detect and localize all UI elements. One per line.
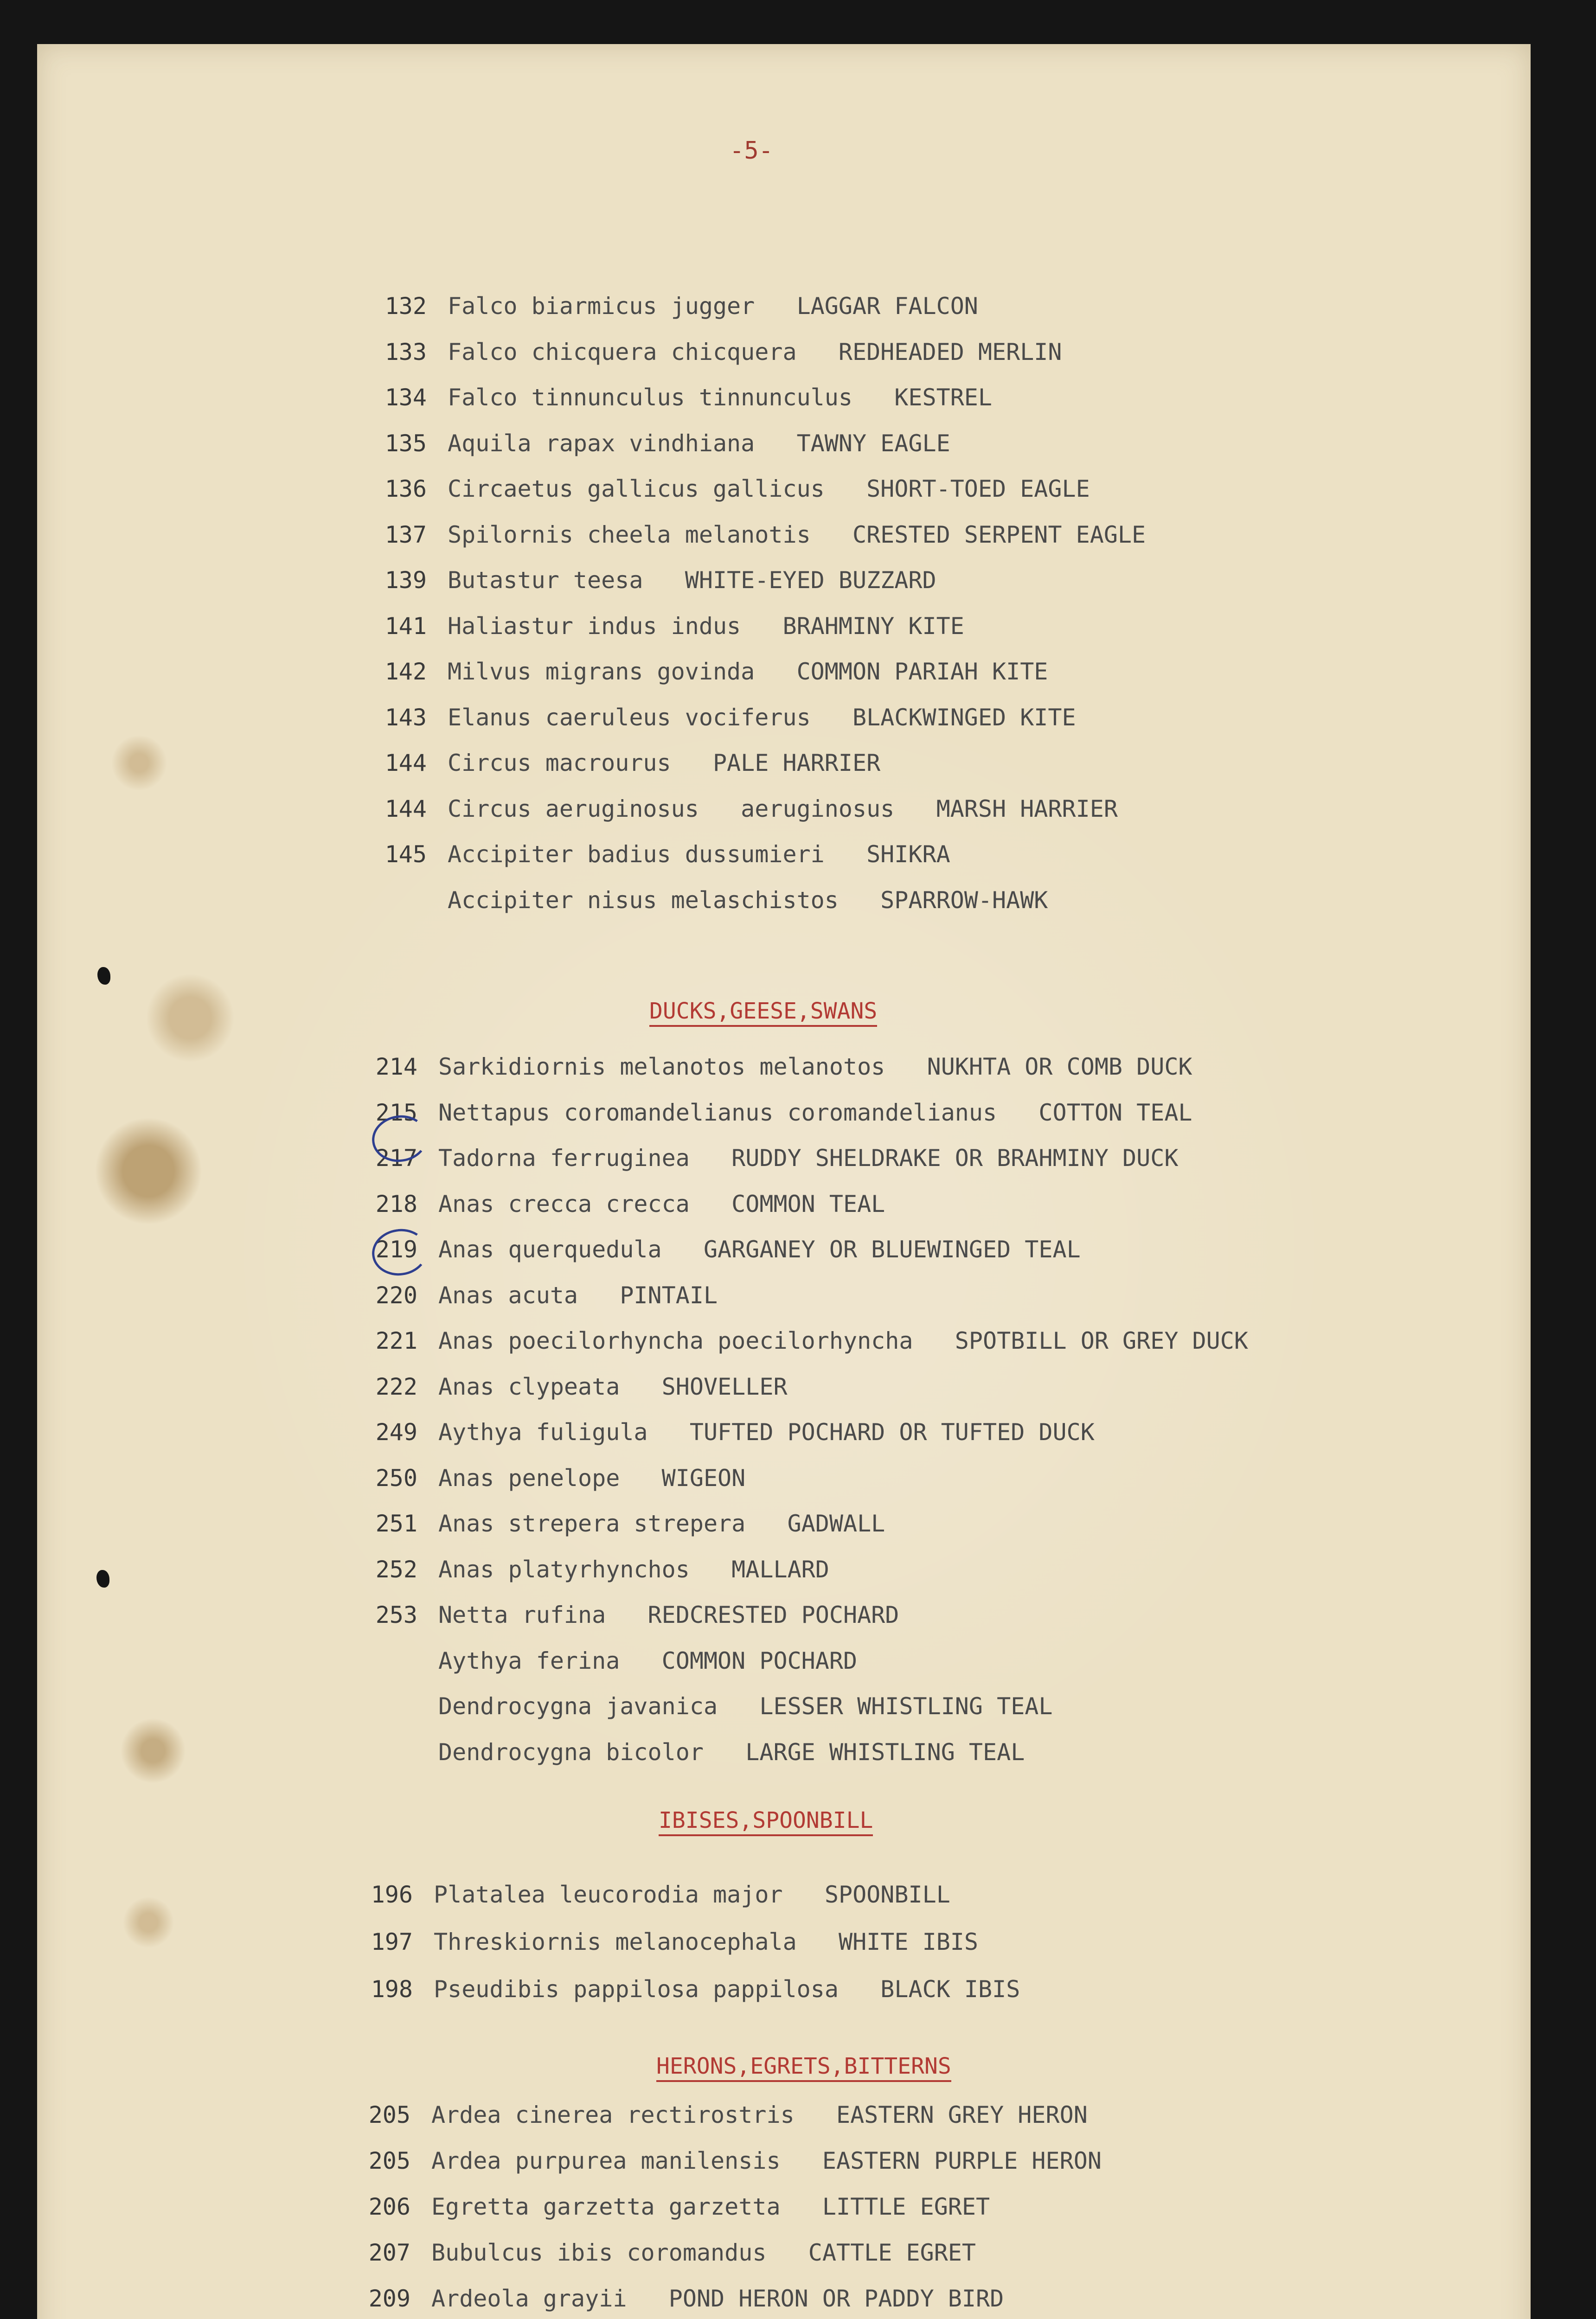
species-number: 251 [375,1510,417,1537]
species-name: Aythya ferina COMMON POCHARD [438,1647,858,1674]
species-name: Circaetus gallicus gallicus SHORT-TOED EAGLE [448,475,1090,502]
paper-hole [96,1570,109,1588]
species-name: Dendrocygna bicolor LARGE WHISTLING TEAL [438,1738,1025,1766]
species-name: Anas querquedula GARGANEY OR BLUEWINGED TEAL [438,1236,1081,1263]
species-number: 218 [375,1190,417,1217]
species-name: Circus macrourus PALE HARRIER [448,750,881,776]
species-name: Egretta garzetta garzetta LITTLE EGRET [431,2193,990,2220]
species-name: Anas platyrhynchos MALLARD [438,1556,829,1583]
species-name: Nettapus coromandelianus coromandelianus COTTON TEAL [438,1099,1192,1126]
species-name: Sarkidiornis melanotos melanotos NUKHTA OR COMB DUCK [438,1053,1192,1080]
species-name: Spilornis cheela melanotis CRESTED SERPENT EAGLE [448,521,1146,548]
species-number: 139 [385,567,427,594]
species-name: Milvus migrans govinda COMMON PARIAH KITE [448,658,1048,685]
species-number: 141 [385,612,427,640]
species-name: Bubulcus ibis coromandus CATTLE EGRET [431,2239,976,2266]
species-number: 219 [375,1236,417,1263]
species-name: Netta rufina REDCRESTED POCHARD [438,1602,899,1628]
page-number: -5- [730,137,773,165]
species-name: Falco chicquera chicquera REDHEADED MERLIN [448,338,1062,365]
species-number: 143 [385,704,427,731]
species-number: 142 [385,658,427,685]
ducks-heading: DUCKS,GEESE,SWANS [649,997,877,1027]
species-name: Ardea cinerea rectirostris EASTERN GREY HERON [431,2101,1088,2128]
species-name: Ardeola grayii POND HERON OR PADDY BIRD [431,2285,1004,2312]
species-name: Threskiornis melanocephala WHITE IBIS [434,1928,978,1955]
species-name: Haliastur indus indus BRAHMINY KITE [448,612,964,640]
species-number: 132 [385,293,427,320]
species-name: Pseudibis pappilosa pappilosa BLACK IBIS [434,1976,1020,2003]
species-number: 217 [375,1145,417,1172]
species-number: 206 [368,2193,410,2220]
ibises-heading: IBISES,SPOONBILL [659,1807,873,1836]
species-name: Falco tinnunculus tinnunculus KESTREL [448,384,992,411]
species-number: 207 [368,2239,410,2266]
species-name: Anas crecca crecca COMMON TEAL [438,1190,885,1217]
species-name: Tadorna ferruginea RUDDY SHELDRAKE OR BRAHMINY DUCK [438,1145,1179,1172]
document-page [37,44,1531,2319]
species-number: 198 [371,1976,413,2003]
species-number: 135 [385,429,427,457]
species-number: 137 [385,521,427,548]
species-number: 145 [385,841,427,868]
species-name: Anas penelope WIGEON [438,1464,746,1492]
species-name: Elanus caeruleus vociferus BLACKWINGED KITE [448,704,1076,731]
species-number: 214 [375,1053,417,1080]
species-name: Anas strepera strepera GADWALL [438,1510,885,1537]
species-name: Platalea leucorodia major SPOONBILL [434,1881,950,1908]
species-number: 222 [375,1373,417,1400]
species-name: Anas clypeata SHOVELLER [438,1373,788,1400]
species-number: 205 [368,2101,410,2128]
species-name: Anas poecilorhyncha poecilorhyncha SPOTBILL OR GREY DUCK [438,1327,1248,1354]
species-name: Aquila rapax vindhiana TAWNY EAGLE [448,429,950,457]
species-number: 144 [385,750,427,776]
species-name: Butastur teesa WHITE-EYED BUZZARD [448,567,936,594]
species-number: 197 [371,1928,413,1955]
species-number: 196 [371,1881,413,1908]
species-number: 215 [375,1099,417,1126]
species-number: 220 [375,1281,417,1309]
species-number: 252 [375,1556,417,1583]
species-number: 205 [368,2147,410,2174]
species-number: 134 [385,384,427,411]
species-number: 253 [375,1602,417,1628]
species-number: 250 [375,1464,417,1492]
species-number: 209 [368,2285,410,2312]
species-name: Falco biarmicus jugger LAGGAR FALCON [448,293,978,320]
species-name: Circus aeruginosus aeruginosus MARSH HARRIER [448,795,1118,822]
species-name: Ardea purpurea manilensis EASTERN PURPLE HERON [431,2147,1102,2174]
species-number: 221 [375,1327,417,1354]
species-number: 249 [375,1419,417,1446]
species-name: Aythya fuligula TUFTED POCHARD OR TUFTED DUCK [438,1419,1095,1446]
species-name: Anas acuta PINTAIL [438,1281,718,1309]
paper-hole [97,967,110,985]
species-name: Dendrocygna javanica LESSER WHISTLING TEAL [438,1693,1053,1720]
species-number: 136 [385,475,427,502]
species-name: Accipiter nisus melaschistos SPARROW-HAWK [448,886,1048,914]
herons-heading: HERONS,EGRETS,BITTERNS [656,2052,951,2082]
species-number: 144 [385,795,427,822]
species-number: 133 [385,338,427,365]
species-name: Accipiter badius dussumieri SHIKRA [448,841,950,868]
